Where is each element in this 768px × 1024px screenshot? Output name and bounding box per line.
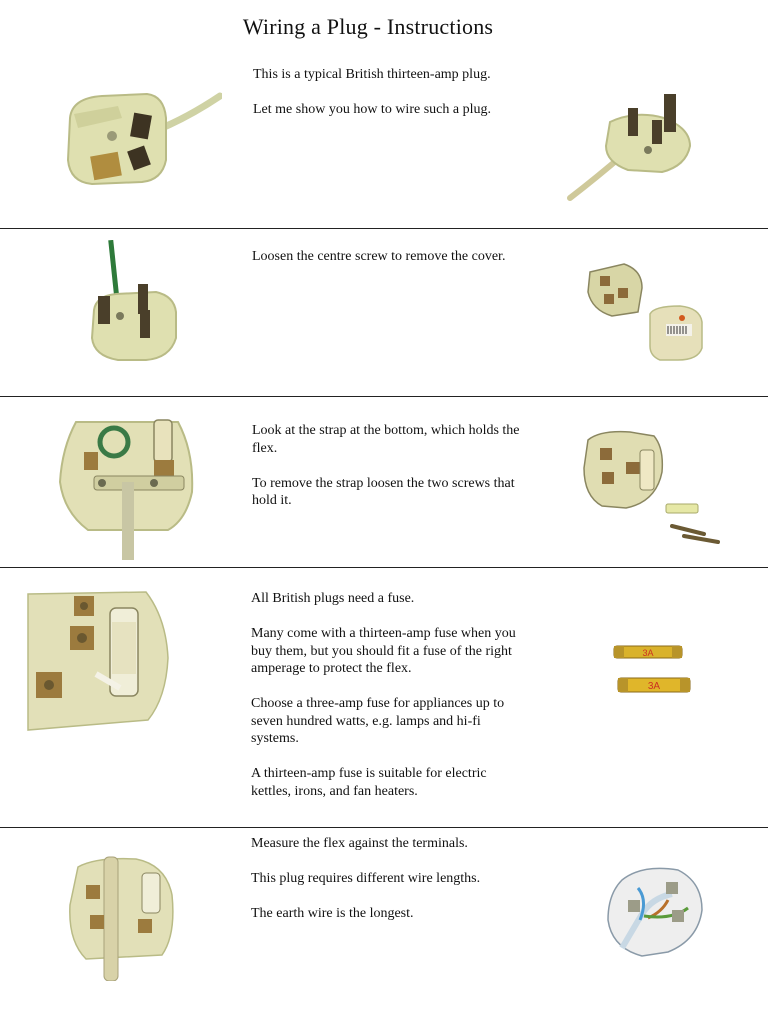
paragraph: All British plugs need a fuse. [251, 591, 415, 606]
section-5-text [251, 835, 523, 940]
fuse [618, 678, 690, 692]
fuse-label: 3A [642, 648, 654, 658]
paragraph: Look at the strap at the bottom, which holds the flex. [252, 423, 520, 456]
paragraph: Let me show you how to wire such a plug. [253, 102, 491, 117]
screwdriver-in-plug-photo [86, 240, 186, 365]
paragraph: The earth wire is the longest. [251, 906, 414, 921]
plug-front-pins-photo [62, 88, 222, 188]
wired-plug-photo [602, 860, 706, 964]
section-divider [0, 827, 768, 828]
section-3-text [252, 422, 522, 527]
section-divider [0, 396, 768, 397]
plug-interior-fuse-photo [26, 588, 170, 732]
section-divider [0, 567, 768, 568]
section-2-text [252, 248, 522, 283]
paragraph: Choose a three-amp fuse for appliances up to seven hundred watts, e.g. lamps and hi-fi systems. [251, 696, 505, 746]
strap-and-screws-removed-photo [580, 428, 722, 550]
flex-measured-against-terminals-photo [66, 855, 178, 981]
plug-upright-with-flex-photo [566, 92, 702, 202]
paragraph: Loosen the centre screw to remove the cover. [252, 249, 506, 264]
fuse [614, 646, 682, 658]
paragraph: To remove the strap loosen the two screws that hold it. [252, 475, 515, 508]
page-title: Wiring a Plug - Instructions [242, 14, 494, 39]
paragraph: Measure the flex against the terminals. [251, 836, 468, 851]
section-divider [0, 228, 768, 229]
plug-interior-strap-photo [58, 412, 198, 560]
paragraph: This is a typical British thirteen-amp plug. [253, 67, 491, 82]
section-1-text [253, 66, 523, 136]
section-4-text [251, 590, 523, 818]
two-fuses-photo [612, 640, 696, 700]
paragraph: This plug requires different wire lengths. [251, 871, 481, 886]
plug-cover-removed-photo [584, 262, 708, 366]
paragraph: A thirteen-amp fuse is suitable for electric kettles, irons, and fan heaters. [251, 766, 487, 799]
paragraph: Many come with a thirteen-amp fuse when you buy them, but you should fit a fuse of the right amperage to protect the flex. [251, 626, 516, 676]
fuse-label: 3A [647, 681, 661, 692]
